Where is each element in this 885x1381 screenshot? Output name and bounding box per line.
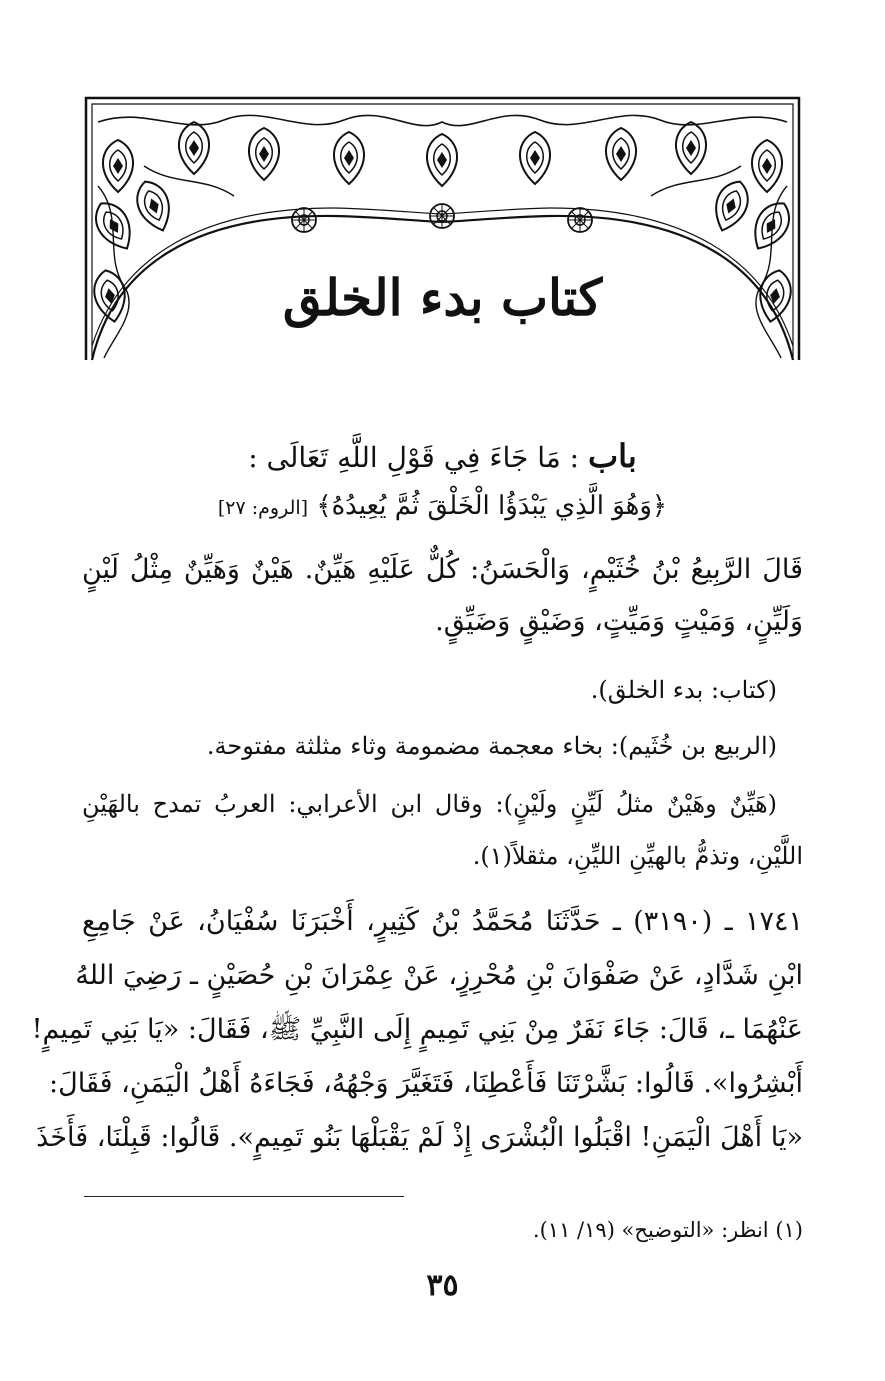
- hadith-line-4: أَبْشِرُوا». قَالُوا: بَشَّرْتَنَا فَأَعْطِنَا، فَتَغَيَّرَ وَجْهُهُ، فَجَاءَهُ أَهْلُ الْيَمَنِ، فَقَالَ:: [49, 1068, 803, 1099]
- quran-verse: [82, 484, 803, 530]
- hadith-intro-line-2: وَلَيِّنٍ، وَمَيْتٍ وَمَيِّتٍ، وَضَيْقٍ وَضَيِّقٍ.: [435, 606, 803, 637]
- verse-reference: [الروم: ٢٧]: [217, 497, 309, 519]
- commentary-line-1: (كتاب: بدء الخلق).: [590, 676, 777, 704]
- chapter-label: باب: [588, 437, 637, 475]
- footnote-divider: [84, 1196, 404, 1197]
- commentary-line-3: (هَيِّنٌ وهَيْنٌ مثلُ لَيِّنٍ ولَيْنٍ): وقال ابن الأعرابي: العربُ تمدح بالهَيْنِ: [82, 790, 777, 818]
- footnote: (١) انظر: «التوضيح» (١٩/ ١١).: [532, 1218, 803, 1242]
- chapter-heading: [82, 434, 803, 480]
- hadith-intro-line-1: قَالَ الرَّبِيعُ بْنُ خُثَيْمٍ، وَالْحَسَنُ: كُلٌّ عَلَيْهِ هَيِّنٌ. هَيْنٌ وَهَيِّنٌ مِثْلُ لَيْنٍ: [82, 554, 803, 585]
- commentary-line-2: (الربيع بن خُثَيم): بخاء معجمة مضمومة وثاء مثلثة مفتوحة.: [206, 732, 777, 760]
- hadith-line-3: عَنْهُمَا ـ، قَالَ: جَاءَ نَفَرٌ مِنْ بَنِي تَمِيمٍ إِلَى النَّبِيِّ ﷺ، فَقَالَ: «يَا بَنِي تَمِيمٍ!: [31, 1014, 803, 1045]
- verse-text: ﴿وَهُوَ الَّذِي يَبْدَؤُا الْخَلْقَ ثُمَّ يُعِيدُهُ﴾: [316, 491, 668, 521]
- hadith-line-5: «يَا أَهْلَ الْيَمَنِ! اقْبَلُوا الْبُشْرَى إِذْ لَمْ يَقْبَلْهَا بَنُو تَمِيمٍ». قَالُوا: قَبِلْنَا، فَأَخَذَ: [36, 1122, 803, 1153]
- commentary-line-4: اللَّيْنِ، وتذمُّ بالهيِّنِ الليِّنِ، مثقلاً(١).: [472, 842, 803, 870]
- hadith-line-1: ١٧٤١ ـ (٣١٩٠) ـ حَدَّثَنَا مُحَمَّدُ بْنُ كَثِيرٍ، أَخْبَرَنَا سُفْيَانُ، عَنْ جَامِعِ: [82, 906, 804, 937]
- book-title: كتاب بدء الخلق: [282, 268, 603, 327]
- hadith-line-2: ابْنِ شَدَّادٍ، عَنْ صَفْوَانَ بْنِ مُحْرِزٍ، عَنْ عِمْرَانَ بْنِ حُصَيْنٍ ـ رَضِيَ اللهُ: [75, 960, 803, 991]
- page-number: ٣٥: [426, 1268, 459, 1303]
- chapter-heading-text: : مَا جَاءَ فِي قَوْلِ اللَّهِ تَعَالَى :: [248, 441, 580, 474]
